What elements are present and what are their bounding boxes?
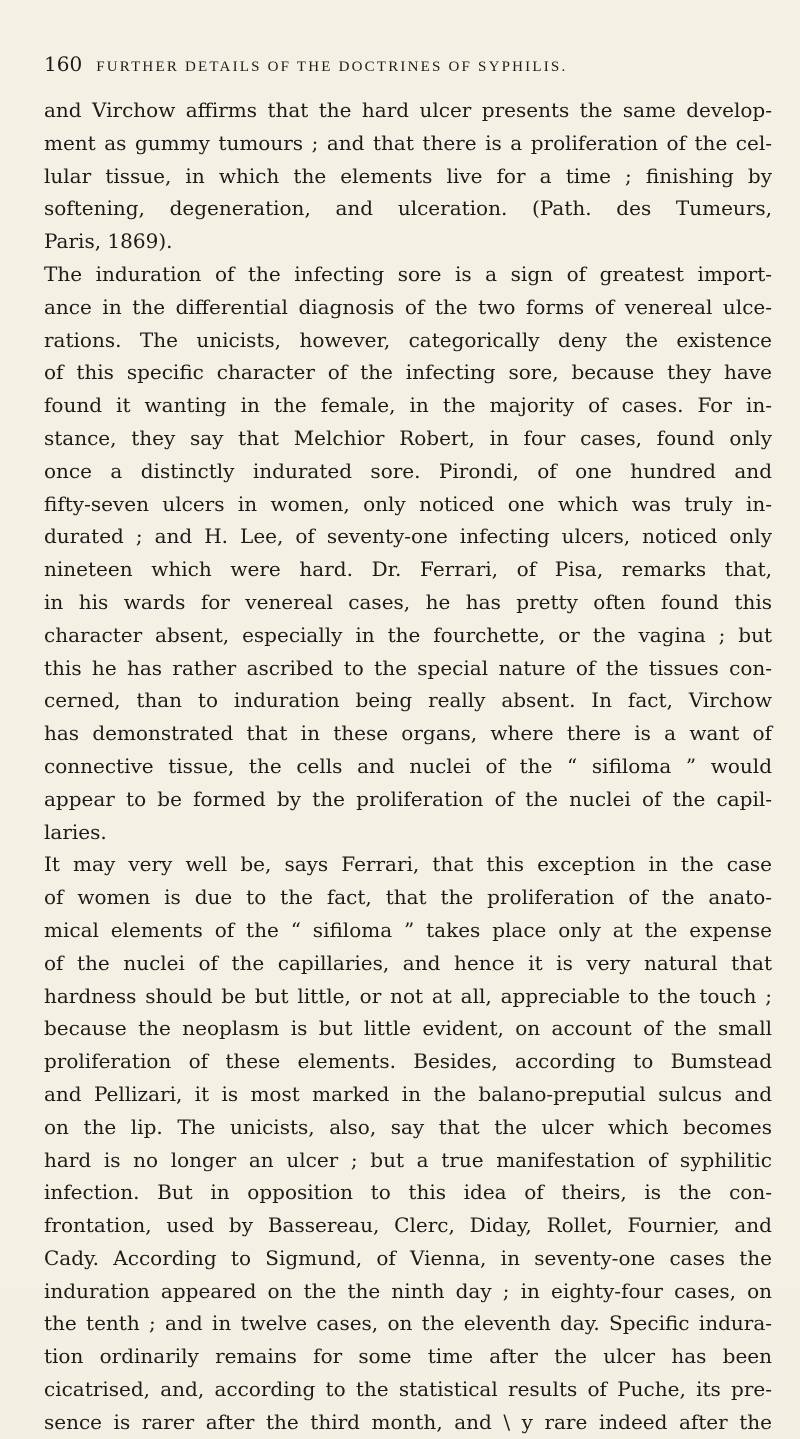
text-line: has demonstrated that in these organs, where there is a want of <box>44 721 772 746</box>
text-line: found it wanting in the female, in the majority of cases. For in- <box>44 393 772 418</box>
text-line: ance in the differential diagnosis of the two forms of venereal ulce- <box>44 294 772 319</box>
text-line: once a distinctly indurated sore. Pirondi, of one hundred and <box>44 458 772 483</box>
page-header <box>44 52 764 80</box>
text-line: rations. The unicists, however, categorically deny the existence <box>44 327 772 352</box>
page-number: 160 <box>44 52 83 76</box>
text-line: on the lip. The unicists, also, say that the ulcer which becomes <box>44 1114 772 1139</box>
text-line: nineteen which were hard. Dr. Ferrari, of Pisa, remarks that, <box>44 557 772 582</box>
text-line: fifty-seven ulcers in women, only noticed one which was truly in- <box>44 491 772 516</box>
text-line: because the neoplasm is but little evident, on account of the small <box>44 1016 772 1041</box>
text-line: The induration of the infecting sore is a sign of greatest import- <box>44 261 772 286</box>
text-line: the tenth ; and in twelve cases, on the eleventh day. Specific indura- <box>44 1311 772 1336</box>
text-line: lular tissue, in which the elements live for a time ; finishing by <box>44 163 772 188</box>
text-line: laries. <box>44 819 107 844</box>
text-line: character absent, especially in the fourchette, or the vagina ; but <box>44 622 772 647</box>
text-line: Paris, 1869). <box>44 229 173 254</box>
text-line: infection. But in opposition to this idea of theirs, is the con- <box>44 1180 772 1205</box>
text-line: in his wards for venereal cases, he has pretty often found this <box>44 589 772 614</box>
body-text <box>44 94 772 1439</box>
text-line: of the nuclei of the capillaries, and hence it is very natural that <box>44 950 772 975</box>
text-line: proliferation of these elements. Besides, according to Bumstead <box>44 1049 772 1074</box>
text-line: sence is rarer after the third month, and \ y rare indeed after the <box>44 1409 772 1434</box>
text-line: induration appeared on the the ninth day ; in eighty-four cases, on <box>44 1278 772 1303</box>
text-line: cicatrised, and, according to the statistical results of Puche, its pre- <box>44 1377 772 1402</box>
running-head: FURTHER DETAILS OF THE DOCTRINES OF SYPHILIS. <box>96 59 568 75</box>
text-line: Cady. According to Sigmund, of Vienna, in seventy-one cases the <box>44 1245 772 1270</box>
text-line: durated ; and H. Lee, of seventy-one infecting ulcers, noticed only <box>44 524 772 549</box>
text-line: stance, they say that Melchior Robert, in four cases, found only <box>44 425 772 450</box>
text-line: this he has rather ascribed to the special nature of the tissues con- <box>44 655 772 680</box>
text-line: tion ordinarily remains for some time after the ulcer has been <box>44 1344 772 1369</box>
text-line: of this specific character of the infecting sore, because they have <box>44 360 772 385</box>
text-line: ment as gummy tumours ; and that there is a proliferation of the cel- <box>44 130 772 155</box>
text-line: appear to be formed by the proliferation of the nuclei of the capil- <box>44 786 772 811</box>
text-line: hard is no longer an ulcer ; but a true manifestation of syphilitic <box>44 1147 772 1172</box>
text-line: connective tissue, the cells and nuclei of the “ sifiloma ” would <box>44 753 772 778</box>
text-line: cerned, than to induration being really absent. In fact, Virchow <box>44 688 772 713</box>
text-line: of women is due to the fact, that the proliferation of the anato- <box>44 885 772 910</box>
text-line: and Pellizari, it is most marked in the balano-preputial sulcus and <box>44 1081 772 1106</box>
text-line: softening, degeneration, and ulceration. (Path. des Tumeurs, <box>44 196 772 221</box>
text-line: frontation, used by Bassereau, Clerc, Diday, Rollet, Fournier, and <box>44 1213 772 1238</box>
text-line: It may very well be, says Ferrari, that this exception in the case <box>44 852 772 877</box>
text-line: mical elements of the “ sifiloma ” takes place only at the expense <box>44 917 772 942</box>
text-line: and Virchow affirms that the hard ulcer presents the same develop- <box>44 98 772 122</box>
text-line: hardness should be but little, or not at all, appreciable to the touch ; <box>44 983 772 1008</box>
